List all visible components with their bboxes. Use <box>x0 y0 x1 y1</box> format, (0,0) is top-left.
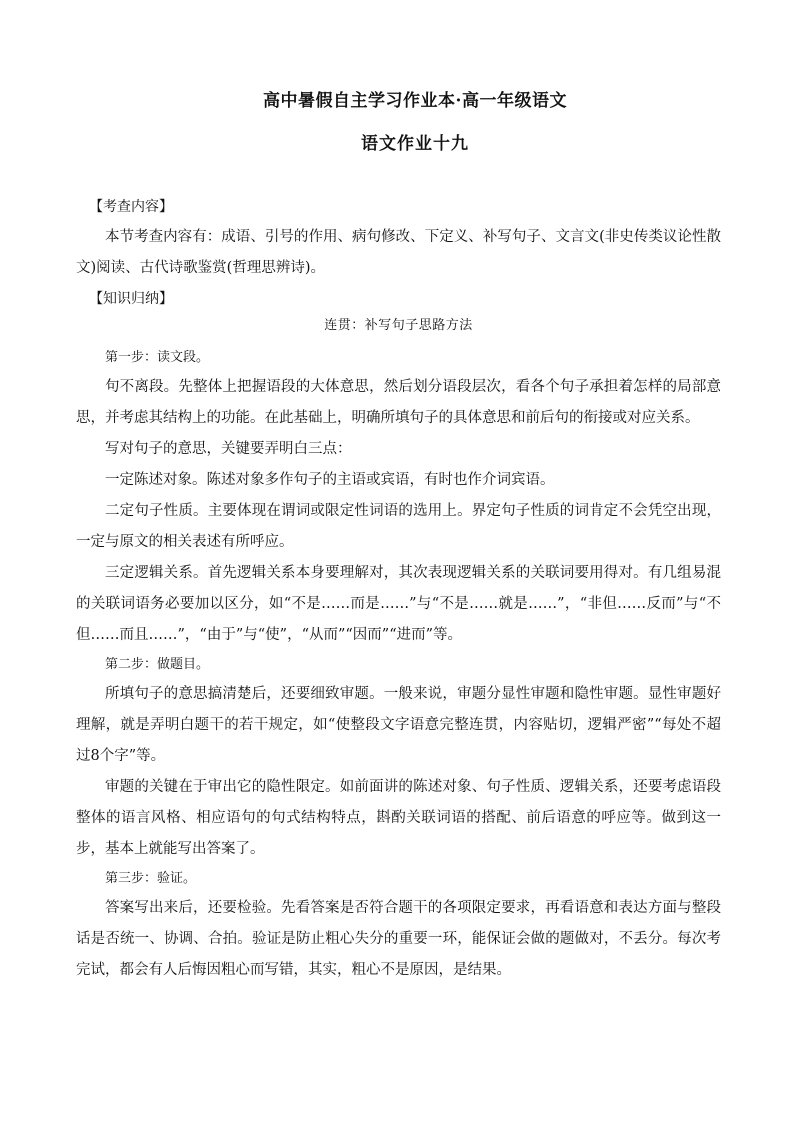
document-body <box>76 196 721 986</box>
document-title: 高中暑假自主学习作业本·高一年级语文 <box>263 91 567 111</box>
knowledge-center-title: 连贯：补写句子思路方法 <box>324 318 473 333</box>
step1-label: 第一步：读文段。 <box>105 350 210 365</box>
step1-paragraph-4: 二定句子性质。主要体现在谓词或限定性词语的选用上。界定句子性质的词肯定不会凭空出现，一定与原文的相关表述有所呼应。 <box>76 503 721 550</box>
section-heading-exam: 【考查内容】 <box>89 199 173 215</box>
step1-paragraph-2: 写对句子的意思，关键要弄明白三点： <box>105 441 352 457</box>
step3-label: 第三步：验证。 <box>105 871 197 886</box>
step1-paragraph-1: 句不离段。先整体上把握语段的大体意思，然后划分语段层次，看各个句子承担着怎样的局部意思，并考虑其结构上的功能。在此基础上，明确所填句子的具体意思和前后句的衔接或对应关系。 <box>76 379 721 426</box>
document-subtitle: 语文作业十九 <box>361 134 469 154</box>
step3-paragraph-1: 答案写出来后，还要检验。先看答案是否符合题干的各项限定要求，再看语意和表达方面与整段话是否统一、协调、合拍。验证是防止粗心失分的重要一环，能保证会做的题做对，不丢分。每次考完试，都会有人后悔因粗心而写错，其实，粗心不是原因，是结果。 <box>76 900 721 978</box>
step1-paragraph-3: 一定陈述对象。陈述对象多作句子的主语或宾语，有时也作介词宾语。 <box>105 472 555 488</box>
step2-paragraph-1: 所填句子的意思搞清楚后，还要细致审题。一般来说，审题分显性审题和隐性审题。显性审题好理解，就是弄明白题干的若干规定，如“使整段文字语意完整连贯，内容贴切，逻辑严密”“每处不超过8个字”等。 <box>76 686 721 764</box>
section-heading-knowledge: 【知识归纳】 <box>89 291 173 307</box>
step2-paragraph-2: 审题的关键在于审出它的隐性限定。如前面讲的陈述对象、句子性质、逻辑关系，还要考虑语段整体的语言风格、相应语句的句式结构特点，斟酌关联词语的搭配、前后语意的呼应等。做到这一步，基本上就能写出答案了。 <box>76 779 721 857</box>
step2-label: 第二步：做题目。 <box>105 657 210 672</box>
step1-paragraph-5: 三定逻辑关系。首先逻辑关系本身要理解对，其次表现逻辑关系的关联词要用得对。有几组易混的关联词语务必要加以区分，如“不是……而是……”与“不是……就是……”，“非但……反而”与“不但……而且……”，“由于”与“使”，“从而”“因而”“进而”等。 <box>76 565 721 643</box>
exam-content-paragraph: 本节考查内容有：成语、引号的作用、病句修改、下定义、补写句子、文言文(非史传类议论性散文)阅读、古代诗歌鉴赏(哲理思辨诗)。 <box>76 229 721 276</box>
